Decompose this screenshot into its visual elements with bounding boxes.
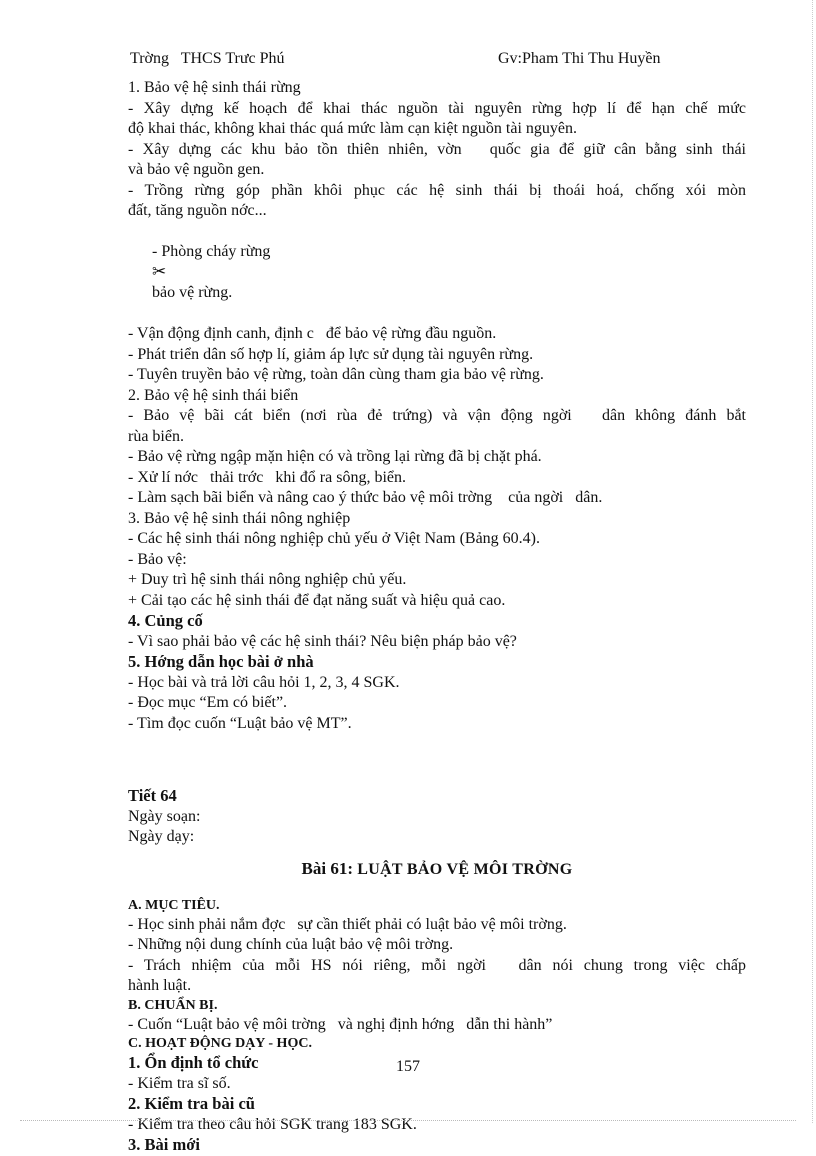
paragraph-line: - Những nội dung chính của luật bảo vệ môi trờng. xyxy=(128,936,454,953)
teacher-name: Gv:Pham Thi Thu Huyền xyxy=(498,50,661,67)
paragraph-line: - Bảo vệ bãi cát biển (nơi rùa đẻ trứng) và vận động ngời dân không đánh bắt xyxy=(128,407,746,424)
part-c-title: C. HOẠT ĐỘNG DẠY - HỌC. xyxy=(128,1036,312,1051)
document-body xyxy=(128,78,746,1156)
scissors-icon: ✂ xyxy=(152,261,167,281)
lesson-title xyxy=(128,856,746,883)
paragraph-line: - Trách nhiệm của mỗi HS nói riêng, mỗi ngời dân nói chung trong việc chấp xyxy=(128,956,746,974)
fire-prefix: - Phòng cháy rừng xyxy=(152,243,271,260)
section-2-title: 2. Bảo vệ hệ sinh thái biển xyxy=(128,386,299,404)
part-c-step-2-title: 2. Kiểm tra bài cũ xyxy=(128,1094,255,1113)
school-name: Trờng THCS Trưc Phú xyxy=(130,50,285,67)
paragraph-line: + Duy trì hệ sinh thái nông nghiệp chủ yếu. xyxy=(128,571,407,588)
paragraph-line: - Xây dựng kế hoạch để khai thác nguồn tài nguyên rừng hợp lí để hạn chế mức xyxy=(128,99,746,117)
section-3-title: 3. Bảo vệ hệ sinh thái nông nghiệp xyxy=(128,509,351,527)
page-right-border xyxy=(812,0,813,1123)
paragraph-line: và bảo vệ nguồn gen. xyxy=(128,161,265,178)
paragraph-line: - Tìm đọc cuốn “Luật bảo vệ MT”. xyxy=(128,714,352,732)
paragraph-line: - Các hệ sinh thái nông nghiệp chủ yếu ở Việt Nam (Bảng 60.4). xyxy=(128,530,541,547)
paragraph-line: - Học sinh phải nắm đợc sự cần thiết phải có luật bảo vệ môi trờng. xyxy=(128,915,567,933)
paragraph-line: + Cải tạo các hệ sinh thái để đạt năng suất và hiệu quả cao. xyxy=(128,591,506,609)
paragraph-line: - Vì sao phải bảo vệ các hệ sinh thái? Nêu biện pháp bảo vệ? xyxy=(128,632,517,650)
spacer xyxy=(128,734,746,786)
part-c-step-1-title: 1. Ổn định tổ chức xyxy=(128,1053,259,1072)
paragraph-line: - Kiểm tra sĩ số. xyxy=(128,1074,231,1092)
part-a-title: A. MỤC TIÊU. xyxy=(128,897,220,913)
fire-suffix: bảo vệ rừng. xyxy=(152,284,233,301)
paragraph-line: - Cuốn “Luật bảo vệ môi trờng và nghị định hớng dẫn thi hành” xyxy=(128,1015,553,1033)
paragraph-line: - Bảo vệ rừng ngập mặn hiện có và trồng lại rừng đã bị chặt phá. xyxy=(128,448,542,465)
paragraph-line: - Kiểm tra theo câu hỏi SGK trang 183 SGK. xyxy=(128,1115,417,1133)
page-header xyxy=(130,50,745,70)
paragraph-line: - Học bài và trả lời câu hỏi 1, 2, 3, 4 SGK. xyxy=(128,673,400,691)
section-4-title: 4. Củng cố xyxy=(128,611,203,630)
paragraph-line: - Đọc mục “Em có biết”. xyxy=(128,694,288,711)
teach-date: Ngày dạy: xyxy=(128,828,195,845)
paragraph-line: - Bảo vệ: xyxy=(128,550,187,568)
page-number: 157 xyxy=(396,1058,420,1075)
lesson-period: Tiết 64 xyxy=(128,786,177,805)
paragraph-line: - Tuyên truyền bảo vệ rừng, toàn dân cùng tham gia bảo vệ rừng. xyxy=(128,366,544,383)
page-bottom-border xyxy=(20,1120,796,1121)
part-c-step-3-title: 3. Bài mới xyxy=(128,1135,200,1154)
section-1-title: 1. Bảo vệ hệ sinh thái rừng xyxy=(128,79,301,96)
part-b-title: B. CHUẨN BỊ. xyxy=(128,997,218,1013)
paragraph-line: - Phát triển dân số hợp lí, giảm áp lực sử dụng tài nguyên rừng. xyxy=(128,345,534,363)
paragraph-line: - Trồng rừng góp phần khôi phục các hệ sinh thái bị thoái hoá, chống xói mòn xyxy=(128,181,746,199)
fire-prevention-line xyxy=(128,222,746,325)
paragraph-line: độ khai thác, không khai thác quá mức làm cạn kiệt nguồn tài nguyên. xyxy=(128,120,577,137)
prep-date: Ngày soạn: xyxy=(128,807,201,825)
paragraph-line: đất, tăng nguồn nớc... xyxy=(128,202,267,219)
paragraph-line: - Xử lí nớc thải trớc khi đổ ra sông, biển. xyxy=(128,468,406,486)
paragraph-line: - Xây dựng các khu bảo tồn thiên nhiên, vờn quốc gia để giữ cân bằng sinh thái xyxy=(128,140,746,158)
paragraph-line: hành luật. xyxy=(128,977,192,994)
lesson-title-label: Bài 61: xyxy=(301,858,353,878)
paragraph-line: - Làm sạch bãi biển và nâng cao ý thức bảo vệ môi trờng của ngời dân. xyxy=(128,489,603,506)
lesson-title-main: LUẬT BẢO VỆ MÔI TRỜNG xyxy=(357,860,573,878)
paragraph-line: - Vận động định canh, định c để bảo vệ rừng đầu nguồn. xyxy=(128,325,497,342)
paragraph-line: rùa biển. xyxy=(128,427,184,445)
section-5-title: 5. Hớng dẫn học bài ở nhà xyxy=(128,652,314,671)
